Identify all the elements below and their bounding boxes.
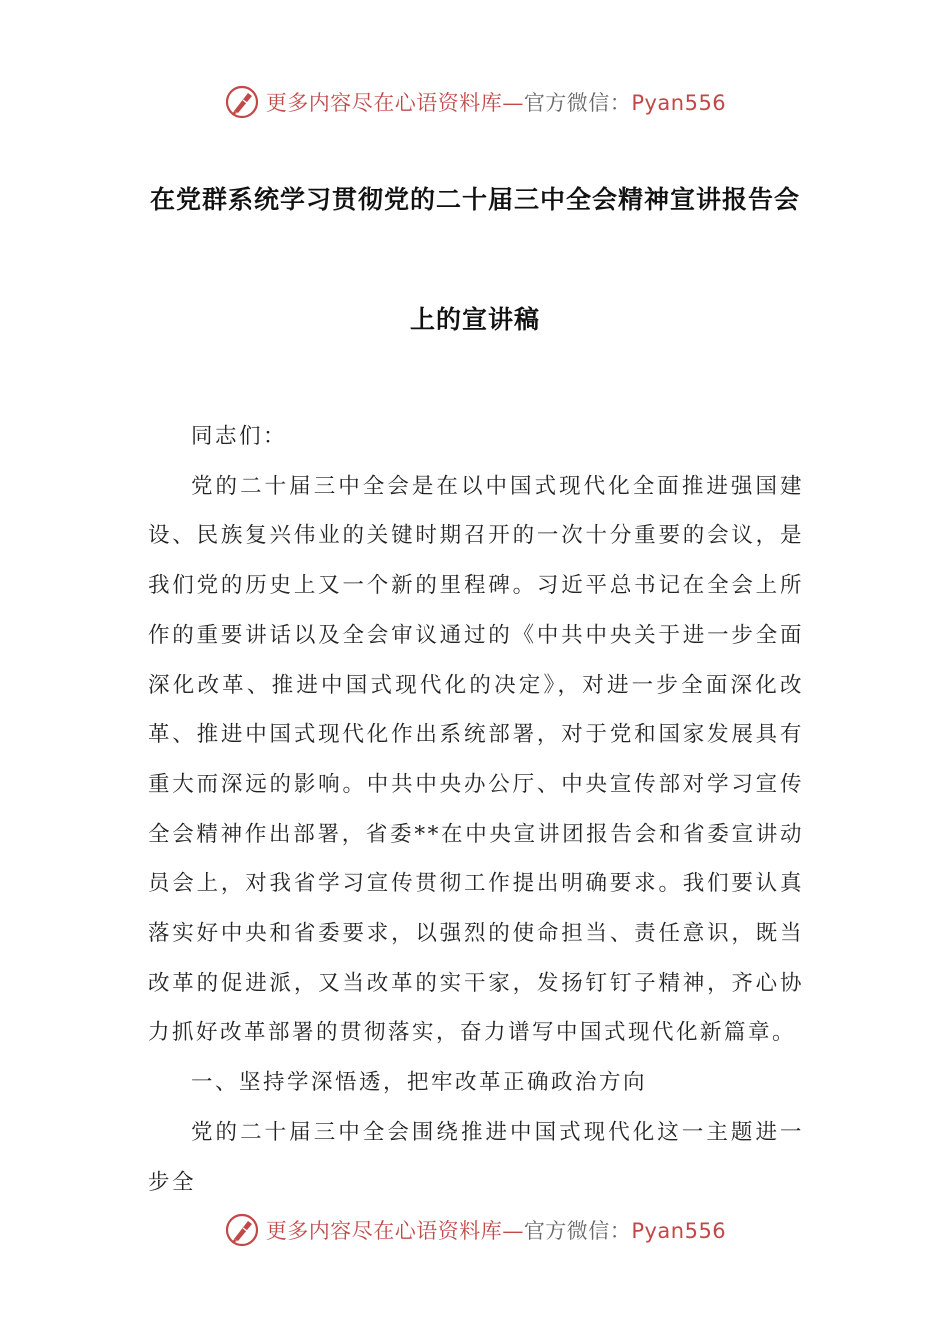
pen-nib-logo-icon: [224, 1212, 260, 1248]
watermark-main-text: 更多内容尽在心语资料库: [265, 91, 503, 115]
footer-watermark: [0, 1210, 950, 1250]
watermark-dash: —: [502, 91, 524, 115]
watermark-wechat-id: Pyan556: [631, 1219, 727, 1243]
watermark-text: [266, 1215, 726, 1245]
paragraph: 党的二十届三中全会是在以中国式现代化全面推进强国建设、民族复兴伟业的关键时期召开的一次十分重要的会议，是我们党的历史上又一个新的里程碑。习近平总书记在全会上所作的重要讲话以及全会审议通过的《中共中央关于进一步全面深化改革、推进中国式现代化的决定》，对进一步全面深化改革、推进中国式现代化作出系统部署，对于党和国家发展具有重大而深远的影响。中共中央办公厅、中央宣传部对学习宣传全会精神作出部署，省委**在中央宣讲团报告会和省委宣讲动员会上，对我省学习宣传贯彻工作提出明确要求。我们要认真落实好中央和省委要求，以强烈的使命担当、责任意识，既当改革的促进派，又当改革的实干家，发扬钉钉子精神，齐心协力抓好改革部署的贯彻落实，奋力谱写中国式现代化新篇章。: [148, 473, 804, 1046]
section-heading: 一、坚持学深悟透，把牢改革正确政治方向: [191, 1070, 648, 1096]
salutation: 同志们：: [191, 424, 288, 449]
document-title-line-2: 上的宣讲稿: [409, 305, 540, 334]
pen-nib-logo-icon: [224, 84, 260, 120]
document-title-line-1: 在党群系统学习贯彻党的二十届三中全会精神宣讲报告会: [149, 185, 800, 214]
watermark-main-text: 更多内容尽在心语资料库: [265, 1219, 503, 1243]
watermark-wechat-label: 官方微信：: [523, 1219, 632, 1243]
watermark-text: [266, 87, 726, 117]
paragraph: 党的二十届三中全会围绕推进中国式现代化这一主题进一步全: [148, 1119, 804, 1195]
watermark-wechat-label: 官方微信：: [523, 91, 632, 115]
watermark-dash: —: [502, 1219, 524, 1243]
header-watermark: [0, 82, 950, 122]
watermark-wechat-id: Pyan556: [631, 91, 727, 115]
document-body: [148, 412, 804, 1207]
